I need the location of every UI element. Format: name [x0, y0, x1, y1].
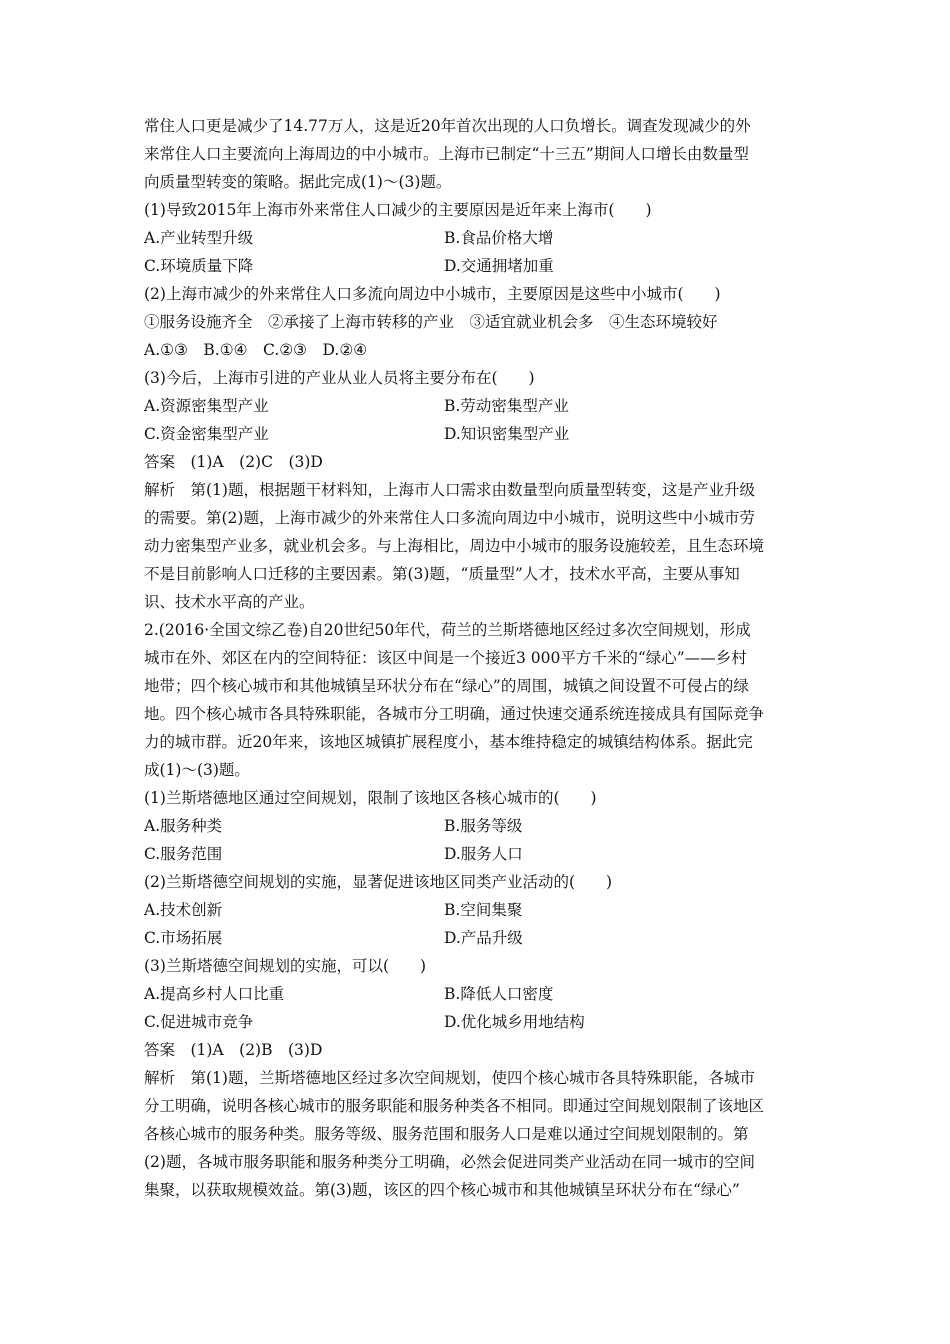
- options-line: A.①③ B.①④ C.②③ D.②④: [144, 341, 368, 359]
- text-line: 来常住人口主要流向上海周边的中小城市。上海市已制定“十三五”期间人口增长由数量型: [144, 145, 749, 163]
- option-b: B.降低人口密度: [444, 985, 554, 1003]
- question-1-sub-2: [144, 280, 812, 364]
- option-d: D.优化城乡用地结构: [444, 1013, 585, 1031]
- question-2-analysis: [144, 1064, 812, 1204]
- text-line: 不是目前影响人口迁移的主要因素。第(3)题，“质量型”人才，技术水平高，主要从事知: [144, 565, 740, 583]
- question-stem: (2)上海市减少的外来常住人口多流向周边中小城市，主要原因是这些中小城市( ): [144, 285, 721, 303]
- option-a: A.服务种类: [144, 817, 223, 835]
- text-line: (2)题，各城市服务职能和服务种类分工明确，必然会促进同类产业活动在同一城市的空间: [144, 1153, 755, 1171]
- option-b: B.空间集聚: [444, 901, 523, 919]
- document-page: [144, 112, 812, 1204]
- numbered-items: ①服务设施齐全 ②承接了上海市转移的产业 ③适宜就业机会多 ④生态环境较好: [144, 313, 718, 331]
- text-line: 地。四个核心城市各具特殊职能，各城市分工明确，通过快速交通系统连接成具有国际竞争: [144, 705, 765, 723]
- text-line: 动力密集型产业多，就业机会多。与上海相比，周边中小城市的服务设施较差，且生态环境: [144, 537, 765, 555]
- text-line: 成(1)～(3)题。: [144, 761, 250, 779]
- text-line: 2.(2016·全国文综乙卷)自20世纪50年代，荷兰的兰斯塔德地区经过多次空间规划，形成: [144, 621, 751, 639]
- option-c: C.促进城市竞争: [144, 1013, 254, 1031]
- question-1-intro: [144, 112, 812, 196]
- text-line: 向质量型转变的策略。据此完成(1)～(3)题。: [144, 173, 452, 191]
- option-d: D.交通拥堵加重: [444, 257, 554, 275]
- answer-line: 答案 (1)A (2)C (3)D: [144, 453, 323, 471]
- text-line: 各核心城市的服务种类。服务等级、服务范围和服务人口是难以通过空间规划限制的。第: [144, 1125, 749, 1143]
- text-line: 分工明确，说明各核心城市的服务职能和服务种类各不相同。即通过空间规划限制了该地区: [144, 1097, 765, 1115]
- option-c: C.服务范围: [144, 845, 223, 863]
- option-b: B.食品价格大增: [444, 229, 554, 247]
- question-stem: (1)导致2015年上海市外来常住人口减少的主要原因是近年来上海市( ): [144, 201, 652, 219]
- text-line: 集聚，以获取规模效益。第(3)题，该区的四个核心城市和其他城镇呈环状分布在“绿心”: [144, 1181, 740, 1199]
- option-d: D.服务人口: [444, 845, 523, 863]
- question-1-sub-1: [144, 196, 812, 280]
- option-a: A.技术创新: [144, 901, 223, 919]
- text-line: 城市在外、郊区在内的空间特征：该区中间是一个接近3 000平方千米的“绿心”——乡村: [144, 649, 747, 667]
- question-stem: (2)兰斯塔德空间规划的实施，显著促进该地区同类产业活动的( ): [144, 873, 613, 891]
- text-line: 解析 第(1)题，兰斯塔德地区经过多次空间规划，使四个核心城市各具特殊职能，各城市: [144, 1069, 755, 1087]
- text-line: 识、技术水平高的产业。: [144, 593, 315, 611]
- question-2-intro: [144, 616, 812, 784]
- question-1-analysis: [144, 476, 812, 616]
- question-stem: (1)兰斯塔德地区通过空间规划，限制了该地区各核心城市的( ): [144, 789, 597, 807]
- question-1-sub-3: [144, 364, 812, 448]
- option-a: A.产业转型升级: [144, 229, 254, 247]
- question-stem: (3)兰斯塔德空间规划的实施，可以( ): [144, 957, 427, 975]
- option-c: C.资金密集型产业: [144, 425, 269, 443]
- text-line: 解析 第(1)题，根据题干材料知，上海市人口需求由数量型向质量型转变，这是产业升级: [144, 481, 755, 499]
- option-b: B.劳动密集型产业: [444, 397, 569, 415]
- option-b: B.服务等级: [444, 817, 523, 835]
- question-2-sub-3: [144, 952, 812, 1036]
- question-stem: (3)今后，上海市引进的产业从业人员将主要分布在( ): [144, 369, 535, 387]
- option-d: D.产品升级: [444, 929, 523, 947]
- option-c: C.市场拓展: [144, 929, 223, 947]
- text-line: 地带；四个核心城市和其他城镇呈环状分布在“绿心”的周围，城镇之间设置不可侵占的绿: [144, 677, 749, 695]
- question-2-sub-2: [144, 868, 812, 952]
- answer-line: 答案 (1)A (2)B (3)D: [144, 1041, 323, 1059]
- text-line: 的需要。第(2)题，上海市减少的外来常住人口多流向周边中小城市，说明这些中小城市劳: [144, 509, 755, 527]
- option-a: A.资源密集型产业: [144, 397, 269, 415]
- option-a: A.提高乡村人口比重: [144, 985, 285, 1003]
- question-2-sub-1: [144, 784, 812, 868]
- text-line: 常住人口更是减少了14.77万人，这是近20年首次出现的人口负增长。调查发现减少的外: [144, 117, 751, 135]
- option-c: C.环境质量下降: [144, 257, 254, 275]
- option-d: D.知识密集型产业: [444, 425, 570, 443]
- text-line: 力的城市群。近20年来，该地区城镇扩展程度小，基本维持稳定的城镇结构体系。据此完: [144, 733, 753, 751]
